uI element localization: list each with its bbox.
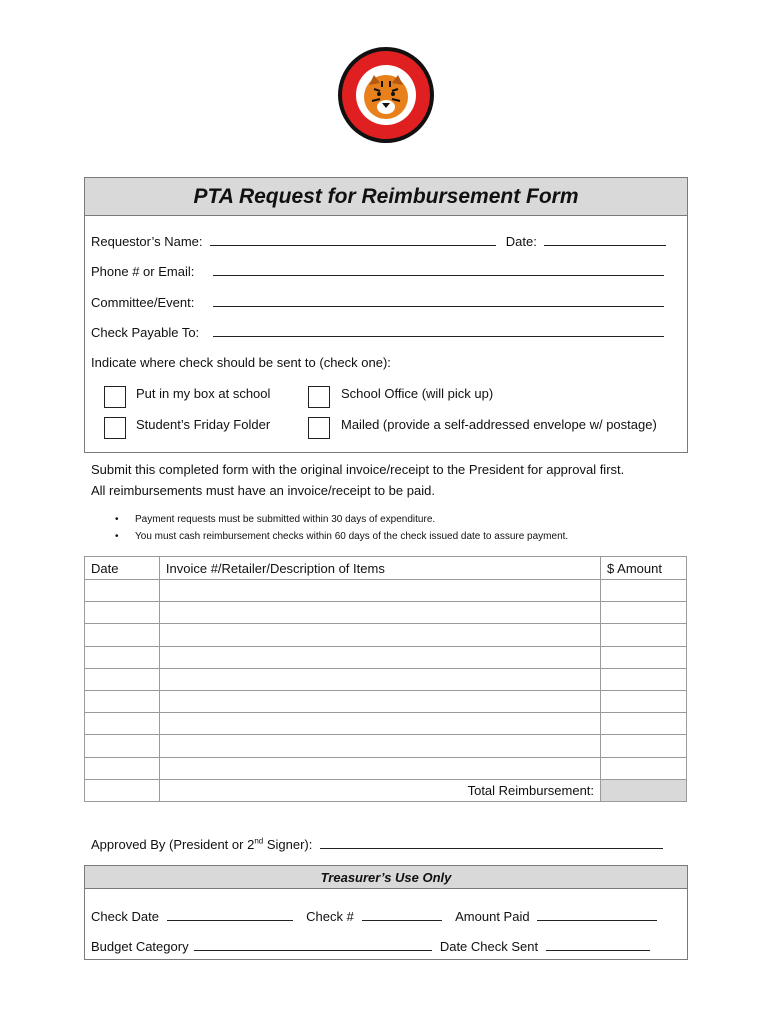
date-cell[interactable] [85,602,160,624]
checkbox-school-office[interactable] [308,386,330,408]
checkbox-mailed[interactable] [308,417,330,439]
requestor-row [91,233,666,249]
option-mailed-label: Mailed (provide a self-addressed envelope w/ postage) [341,417,657,432]
instruction-line-1: Submit this completed form with the original invoice/receipt to the President for approval first. [91,462,625,477]
description-cell[interactable] [159,624,600,646]
table-row [85,735,687,757]
date-cell[interactable] [85,580,160,602]
date-cell[interactable] [85,735,160,757]
check-number-label: Check # [306,909,354,924]
treasurer-title: Treasurer’s Use Only [85,866,687,889]
form-title: PTA Request for Reimbursement Form [85,178,687,216]
date-check-sent-field[interactable] [546,938,650,951]
treasurer-box [84,865,688,960]
amount-cell[interactable] [601,735,687,757]
school-logo [336,45,436,145]
table-row [85,580,687,602]
check-date-label: Check Date [91,909,159,924]
committee-event-field[interactable] [213,294,664,307]
description-cell[interactable] [159,668,600,690]
date-check-sent-label: Date Check Sent [439,939,539,954]
table-row [85,713,687,735]
table-row [85,602,687,624]
instructions [91,459,624,501]
check-number-field[interactable] [362,908,442,921]
checkbox-friday-folder[interactable] [104,417,126,439]
amount-cell[interactable] [601,646,687,668]
description-cell[interactable] [159,602,600,624]
option-box-at-school-label: Put in my box at school [136,386,271,401]
header-date: Date [85,557,160,580]
date-cell[interactable] [85,646,160,668]
phone-email-field[interactable] [213,263,664,276]
date-field[interactable] [544,233,666,246]
amount-cell[interactable] [601,580,687,602]
date-cell[interactable] [85,713,160,735]
approved-by-field[interactable] [320,836,663,849]
treasurer-row-2 [91,938,650,954]
budget-category-label: Budget Category [91,939,189,954]
amount-cell[interactable] [601,690,687,712]
total-row [85,779,687,801]
approval-row [91,836,663,852]
table-row [85,668,687,690]
phone-label: Phone # or Email: [91,264,195,279]
items-table [84,556,687,802]
check-date-field[interactable] [167,908,293,921]
committee-row [91,294,664,310]
approval-label-sup: nd [254,836,264,846]
option-school-office-label: School Office (will pick up) [341,386,494,401]
bullet-list [115,511,568,545]
total-blank-cell [85,779,160,801]
header-amount: $ Amount [601,557,687,580]
option-friday-folder-label: Student’s Friday Folder [136,417,271,432]
description-cell[interactable] [159,713,600,735]
total-amount-cell[interactable] [601,779,687,801]
total-reimbursement-label: Total Reimbursement: [159,779,600,801]
table-row [85,757,687,779]
request-form-box [84,177,688,453]
amount-cell[interactable] [601,602,687,624]
approval-label-part2: Signer): [263,837,313,852]
bullet-text: You must cash reimbursement checks within 60 days of the check issued date to assure payment. [135,531,569,542]
table-row [85,690,687,712]
check-payable-field[interactable] [213,324,664,337]
date-cell[interactable] [85,668,160,690]
amount-paid-label: Amount Paid [455,909,530,924]
header-description: Invoice #/Retailer/Description of Items [159,557,600,580]
phone-row [91,263,664,279]
checkbox-box-at-school[interactable] [104,386,126,408]
payable-row [91,324,664,340]
date-cell[interactable] [85,757,160,779]
list-item: • You must cash reimbursement checks within 60 days of the check issued date to assure payment. [115,531,569,542]
tiger-seal-icon [336,45,436,145]
amount-cell[interactable] [601,757,687,779]
amount-cell[interactable] [601,713,687,735]
amount-cell[interactable] [601,668,687,690]
date-cell[interactable] [85,624,160,646]
treasurer-row-1 [91,908,657,924]
payable-label: Check Payable To: [91,325,200,340]
table-header-row [85,557,687,580]
table-row [85,624,687,646]
committee-label: Committee/Event: [91,295,195,310]
indicate-label: Indicate where check should be sent to (check one): [91,355,391,370]
table-row [85,646,687,668]
budget-category-field[interactable] [194,938,432,951]
amount-paid-field[interactable] [537,908,657,921]
list-item: • Payment requests must be submitted within 30 days of expenditure. [115,514,436,525]
instruction-line-2: All reimbursements must have an invoice/receipt to be paid. [91,483,435,498]
bullet-text: Payment requests must be submitted within 30 days of expenditure. [135,514,436,525]
approval-label-part1: Approved By (President or 2 [91,837,255,852]
requestor-label: Requestor’s Name: [91,234,203,249]
description-cell[interactable] [159,690,600,712]
description-cell[interactable] [159,646,600,668]
date-label: Date: [505,234,537,249]
description-cell[interactable] [159,580,600,602]
requestor-name-field[interactable] [210,233,496,246]
description-cell[interactable] [159,757,600,779]
description-cell[interactable] [159,735,600,757]
date-cell[interactable] [85,690,160,712]
amount-cell[interactable] [601,624,687,646]
